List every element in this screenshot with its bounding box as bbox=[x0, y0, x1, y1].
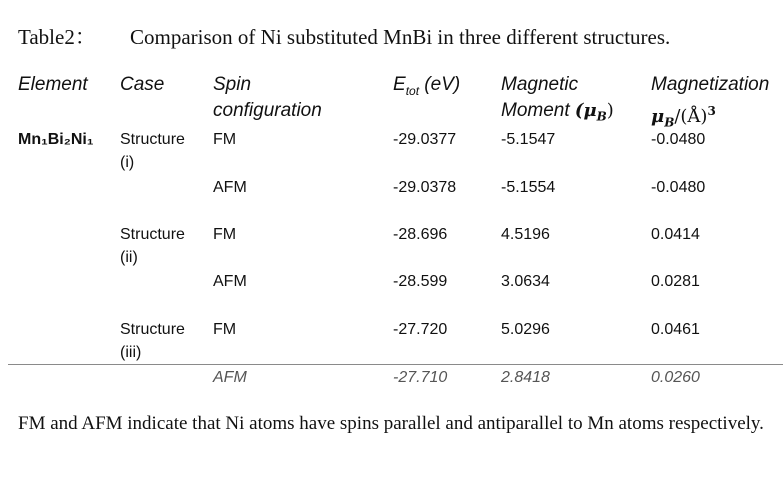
energy-cell: -28.696 bbox=[393, 226, 448, 243]
spin-cell: AFM bbox=[213, 273, 247, 290]
energy-cell: -27.720 bbox=[393, 321, 448, 338]
header-magnetization bbox=[651, 72, 769, 136]
table-caption-text: Comparison of Ni substituted MnBi in three different structures. bbox=[130, 25, 671, 49]
case-cell-line2: (i) bbox=[120, 154, 135, 171]
case-cell bbox=[120, 128, 185, 174]
spin-cell: AFM bbox=[213, 369, 247, 386]
energy-cell: -27.710 bbox=[393, 369, 448, 386]
moment-cell: 5.0296 bbox=[501, 321, 550, 338]
energy-cell: -29.0377 bbox=[393, 131, 457, 148]
magnetization-cell: 0.0461 bbox=[651, 321, 700, 338]
spin-cell: FM bbox=[213, 321, 237, 338]
case-cell bbox=[120, 223, 185, 269]
header-etot-sub: tot bbox=[405, 83, 420, 98]
magnetization-cell: 0.0281 bbox=[651, 273, 700, 290]
case-cell-line1: Structure bbox=[120, 321, 185, 338]
header-element: Element bbox=[18, 74, 88, 95]
header-total-energy bbox=[393, 72, 460, 104]
table-caption-label: Table2： bbox=[18, 25, 96, 49]
energy-cell: -28.599 bbox=[393, 273, 448, 290]
header-magnetic-moment bbox=[501, 72, 614, 130]
moment-cell: 4.5196 bbox=[501, 226, 550, 243]
table-caption bbox=[18, 24, 670, 50]
header-etot-base: E bbox=[393, 74, 406, 95]
header-magnetization-unit-mu: μ bbox=[651, 106, 665, 127]
header-case: Case bbox=[120, 74, 165, 95]
magnetization-cell: -0.0480 bbox=[651, 131, 706, 148]
header-moment-line2-wrap bbox=[501, 98, 614, 130]
header-moment-unit-sub: B bbox=[596, 109, 607, 124]
header-moment-unit-mu: (μ bbox=[574, 100, 597, 121]
header-spin-configuration bbox=[213, 72, 322, 124]
header-moment-line1: Magnetic bbox=[501, 74, 579, 95]
header-magnetization-unit-sup: 3 bbox=[707, 104, 716, 118]
magnetization-cell: 0.0260 bbox=[651, 369, 700, 386]
energy-cell: -29.0378 bbox=[393, 179, 457, 196]
magnetization-cell: 0.0414 bbox=[651, 226, 700, 243]
header-spin-line1: Spin bbox=[213, 74, 252, 95]
case-cell-line1: Structure bbox=[120, 131, 185, 148]
header-moment-unit-close: ) bbox=[606, 100, 614, 121]
case-cell-line1: Structure bbox=[120, 226, 185, 243]
header-moment-line2: Moment bbox=[501, 100, 570, 121]
case-cell-line2: (iii) bbox=[120, 344, 142, 361]
moment-cell: 3.0634 bbox=[501, 273, 550, 290]
header-moment-unit bbox=[574, 100, 614, 124]
moment-cell: -5.1554 bbox=[501, 179, 556, 196]
header-magnetization-unit-sub: B bbox=[664, 115, 675, 130]
header-spin-line2: configuration bbox=[213, 100, 322, 121]
table-rule bbox=[8, 364, 783, 365]
header-magnetization-line1: Magnetization bbox=[651, 74, 770, 95]
table-footnote: FM and AFM indicate that Ni atoms have spins parallel and antiparallel to Mn atoms respectively. bbox=[18, 413, 764, 434]
element-cell: Mn₁Bi₂Ni₁ bbox=[18, 131, 94, 148]
spin-cell: FM bbox=[213, 226, 237, 243]
moment-cell: 2.8418 bbox=[501, 369, 550, 386]
spin-cell: AFM bbox=[213, 179, 247, 196]
header-magnetization-unit-rest: /(Å) bbox=[674, 106, 708, 127]
magnetization-cell: -0.0480 bbox=[651, 179, 706, 196]
header-etot-unit: (eV) bbox=[419, 74, 461, 95]
case-cell bbox=[120, 318, 185, 364]
spin-cell: FM bbox=[213, 131, 237, 148]
moment-cell: -5.1547 bbox=[501, 131, 556, 148]
case-cell-line2: (ii) bbox=[120, 249, 138, 266]
